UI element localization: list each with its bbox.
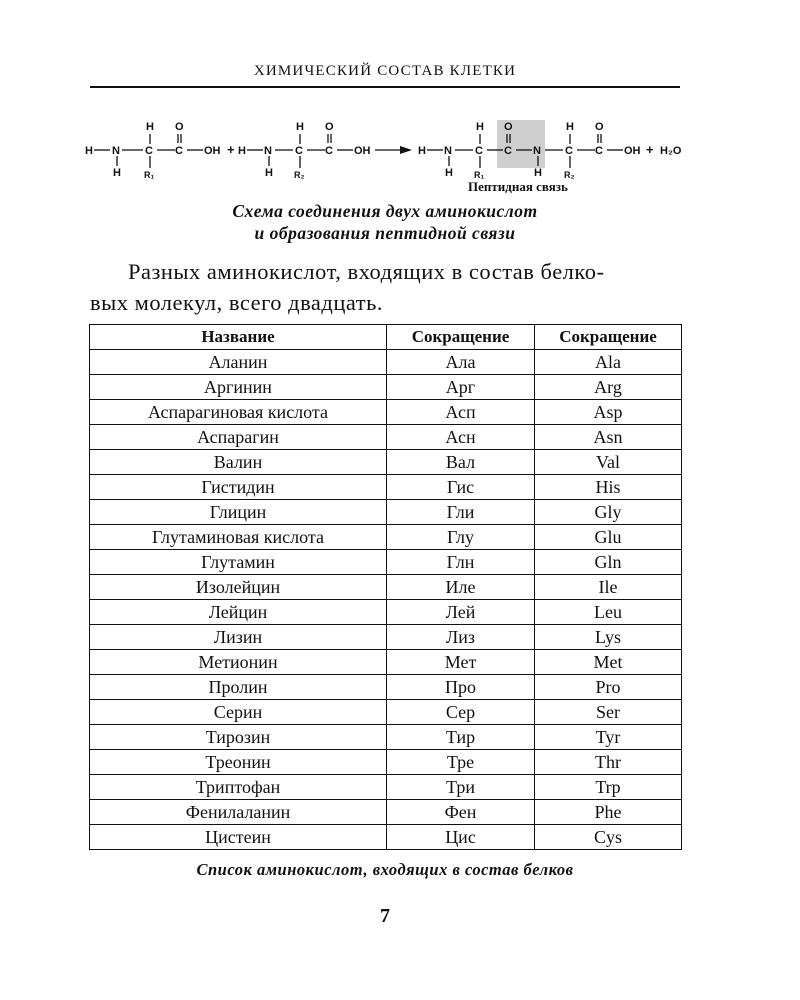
atom-label: N <box>264 145 272 157</box>
abbr-ru: Иле <box>387 575 535 600</box>
amino-acid-name: Фенилаланин <box>90 800 387 825</box>
abbr-ru: Про <box>387 675 535 700</box>
table-row <box>90 800 682 825</box>
abbr-en: Asp <box>535 400 682 425</box>
amino-acid-name: Пролин <box>90 675 387 700</box>
intro-line: вых молекул, всего двадцать. <box>90 290 384 315</box>
abbr-ru: Тир <box>387 725 535 750</box>
abbr-en: Trp <box>535 775 682 800</box>
page-number: 7 <box>380 905 390 927</box>
table-row <box>90 750 682 775</box>
atom-label: R₂ <box>294 170 305 180</box>
plus-sign: + <box>646 142 654 157</box>
abbr-en: Gln <box>535 550 682 575</box>
amino-acid-name: Глицин <box>90 500 387 525</box>
amino-acid-name: Валин <box>90 450 387 475</box>
table-row <box>90 675 682 700</box>
abbr-en: Tyr <box>535 725 682 750</box>
abbr-en: Phe <box>535 800 682 825</box>
atom-label: C <box>504 145 512 157</box>
atom-label: OH <box>204 145 221 157</box>
atom-label: O <box>175 121 184 133</box>
table-row <box>90 700 682 725</box>
table-row <box>90 575 682 600</box>
atom-label: H <box>238 145 246 157</box>
abbr-ru: Гли <box>387 500 535 525</box>
running-header: ХИМИЧЕСКИЙ СОСТАВ КЛЕТКИ <box>253 63 517 79</box>
abbr-en: Met <box>535 650 682 675</box>
amino-acid-table <box>89 324 682 850</box>
abbr-en: His <box>535 475 682 500</box>
abbr-en: Glu <box>535 525 682 550</box>
intro-paragraph <box>90 256 685 318</box>
atom-label: H <box>566 121 574 133</box>
atom-label: O <box>504 121 513 133</box>
abbr-en: Gly <box>535 500 682 525</box>
atom-label: H <box>296 121 304 133</box>
amino-acid-name: Серин <box>90 700 387 725</box>
figure-caption-line: Схема соединения двух аминокислот <box>232 201 538 221</box>
abbr-en: Arg <box>535 375 682 400</box>
figure-caption-line: и образования пептидной связи <box>254 223 516 243</box>
abbr-ru: Гис <box>387 475 535 500</box>
abbr-ru: Цис <box>387 825 535 850</box>
table-row <box>90 525 682 550</box>
table-row <box>90 725 682 750</box>
atom-label: C <box>145 145 153 157</box>
abbr-en: Thr <box>535 750 682 775</box>
atom-label: C <box>325 145 333 157</box>
atom-label: OH <box>624 145 641 157</box>
abbr-ru: Три <box>387 775 535 800</box>
table-row <box>90 775 682 800</box>
atom-label: OH <box>354 145 371 157</box>
table-row <box>90 400 682 425</box>
amino-acid-name: Гистидин <box>90 475 387 500</box>
abbr-en: Ile <box>535 575 682 600</box>
abbr-en: Leu <box>535 600 682 625</box>
atom-label: R₂ <box>564 170 575 180</box>
amino-acid-name: Аспарагин <box>90 425 387 450</box>
header-rule <box>90 86 680 88</box>
peptide-bond-scheme <box>85 112 695 197</box>
atom-label: R₁ <box>144 170 155 180</box>
atom-label: H <box>113 167 121 179</box>
table-row <box>90 375 682 400</box>
abbr-ru: Сер <box>387 700 535 725</box>
table-row <box>90 825 682 850</box>
abbr-ru: Ала <box>387 350 535 375</box>
abbr-ru: Глу <box>387 525 535 550</box>
atom-label: H <box>534 167 542 179</box>
atom-label: O <box>595 121 604 133</box>
table-row <box>90 600 682 625</box>
abbr-ru: Асп <box>387 400 535 425</box>
abbr-ru: Фен <box>387 800 535 825</box>
column-header-abbr-ru: Сокращение <box>387 325 535 350</box>
abbr-en: Ser <box>535 700 682 725</box>
abbr-en: Pro <box>535 675 682 700</box>
atom-label: C <box>565 145 573 157</box>
reaction-arrow-head <box>400 146 412 154</box>
amino-acid-name: Глутамин <box>90 550 387 575</box>
table-row <box>90 650 682 675</box>
atom-label: H <box>418 145 426 157</box>
amino-acid-name: Цистеин <box>90 825 387 850</box>
amino-acid-name: Триптофан <box>90 775 387 800</box>
abbr-en: Lys <box>535 625 682 650</box>
table-row <box>90 450 682 475</box>
abbr-ru: Лиз <box>387 625 535 650</box>
atom-label: R₁ <box>474 170 485 180</box>
abbr-en: Asn <box>535 425 682 450</box>
abbr-en: Val <box>535 450 682 475</box>
atom-label: N <box>112 145 120 157</box>
amino-acid-name: Тирозин <box>90 725 387 750</box>
abbr-ru: Глн <box>387 550 535 575</box>
atom-label: H <box>445 167 453 179</box>
table-row <box>90 625 682 650</box>
plus-sign: + <box>227 142 235 157</box>
amino-acid-name: Треонин <box>90 750 387 775</box>
abbr-ru: Асн <box>387 425 535 450</box>
amino-acid-name: Аргинин <box>90 375 387 400</box>
intro-line: Разных аминокислот, входящих в состав белко- <box>128 259 605 284</box>
atom-label: O <box>325 121 334 133</box>
amino-acid-name: Метионин <box>90 650 387 675</box>
peptide-bond-label: Пептидная связь <box>468 179 568 194</box>
atom-label: N <box>533 145 541 157</box>
table-row <box>90 475 682 500</box>
column-header-abbr-en: Сокращение <box>535 325 682 350</box>
atom-label: C <box>295 145 303 157</box>
column-header-name: Название <box>90 325 387 350</box>
abbr-en: Cys <box>535 825 682 850</box>
atom-label: H <box>476 121 484 133</box>
table-row <box>90 550 682 575</box>
table-caption: Список аминокислот, входящих в состав белков <box>196 860 574 879</box>
abbr-ru: Вал <box>387 450 535 475</box>
abbr-ru: Лей <box>387 600 535 625</box>
atom-label: C <box>595 145 603 157</box>
figure-caption <box>90 200 680 244</box>
amino-acid-name: Глутаминовая кислота <box>90 525 387 550</box>
atom-label: C <box>175 145 183 157</box>
table-header-row <box>90 325 682 350</box>
atom-label: H <box>85 145 93 157</box>
amino-acid-name: Аспарагиновая кислота <box>90 400 387 425</box>
amino-acid-name: Аланин <box>90 350 387 375</box>
amino-acid-name: Лизин <box>90 625 387 650</box>
abbr-en: Ala <box>535 350 682 375</box>
abbr-ru: Тре <box>387 750 535 775</box>
table-row <box>90 425 682 450</box>
atom-label: N <box>444 145 452 157</box>
amino-acid-name: Изолейцин <box>90 575 387 600</box>
abbr-ru: Арг <box>387 375 535 400</box>
table-row <box>90 500 682 525</box>
abbr-ru: Мет <box>387 650 535 675</box>
atom-label: H <box>146 121 154 133</box>
amino-acid-name: Лейцин <box>90 600 387 625</box>
table-row <box>90 350 682 375</box>
atom-label: H <box>265 167 273 179</box>
atom-label: C <box>475 145 483 157</box>
water-label: H₂O <box>660 145 682 157</box>
